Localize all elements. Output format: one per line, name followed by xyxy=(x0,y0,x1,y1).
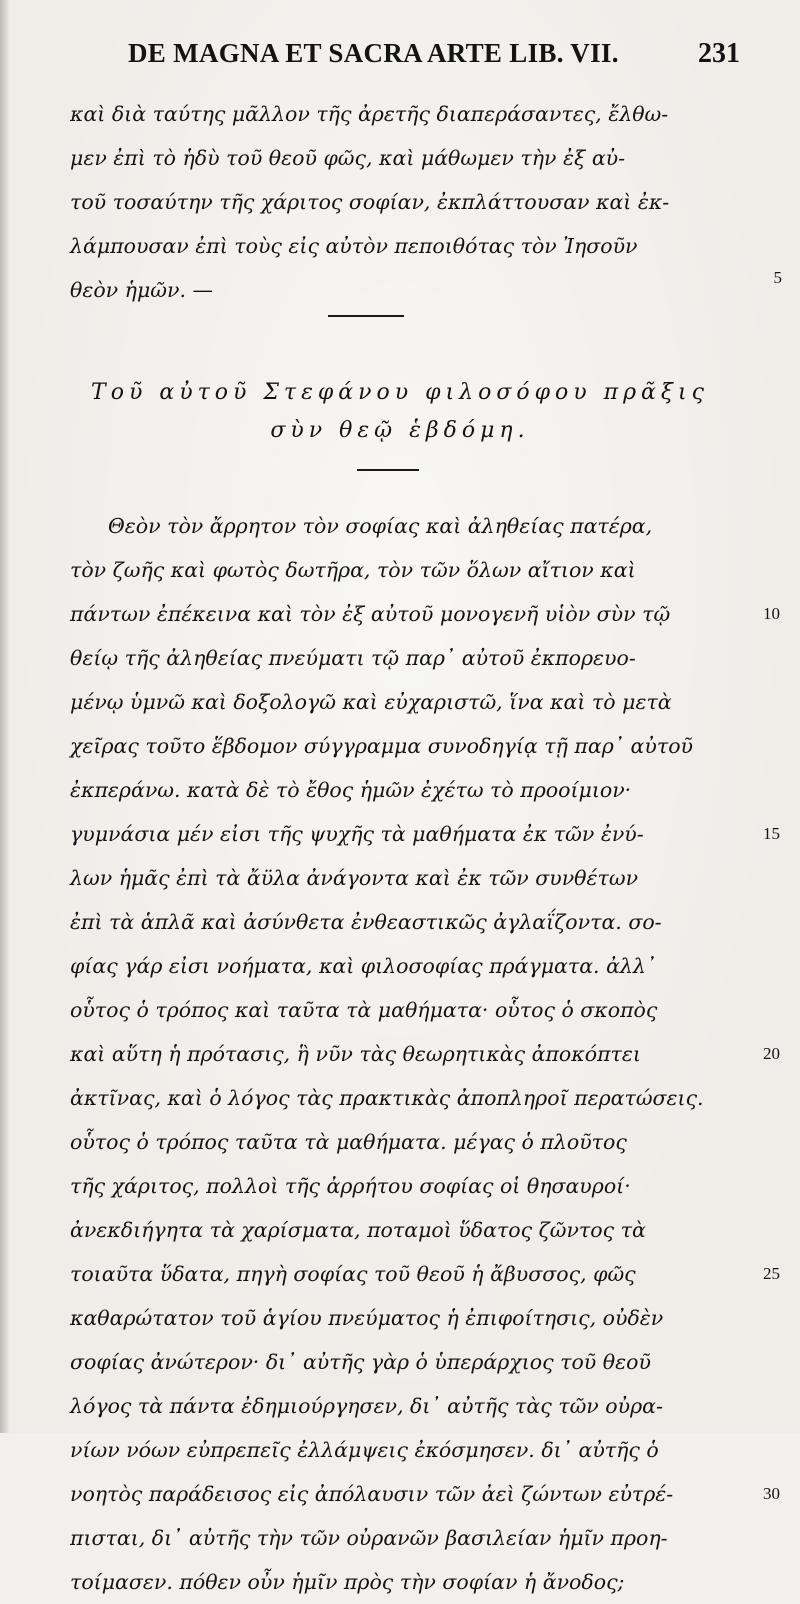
text-line xyxy=(70,1340,742,1384)
line-text: φίας γάρ εἰσι νοήματα, καὶ φιλοσοφίας πράγματα. ἀλλ᾽ xyxy=(70,954,657,978)
line-number: 10 xyxy=(763,604,780,623)
line-text: καθαρώτατον τοῦ ἁγίου πνεύματος ἡ ἐπιφοίτησις, οὐδὲν xyxy=(70,1306,664,1330)
line-number: 5 xyxy=(773,268,782,287)
text-line xyxy=(70,944,742,988)
text-line xyxy=(70,1296,742,1340)
text-line xyxy=(70,900,742,944)
line-text: λων ἡμᾶς ἐπὶ τὰ ἄϋλα ἀνάγοντα καὶ ἐκ τῶν συνθέτων xyxy=(70,866,639,890)
line-text: θείῳ τῆς ἀληθείας πνεύματι τῷ παρ᾽ αὐτοῦ ἐκπορευο- xyxy=(70,646,636,670)
line-text: θεὸν ἡμῶν. — xyxy=(70,278,213,302)
intro-paragraph xyxy=(70,92,782,312)
text-line xyxy=(70,1032,780,1076)
text-line xyxy=(70,1208,742,1252)
line-text: ἀκτῖνας, καὶ ὁ λόγος τὰς πρακτικὰς ἀποπληροῖ περατώσεις. xyxy=(70,1086,704,1110)
text-line xyxy=(70,136,742,180)
text-line xyxy=(70,1120,742,1164)
section-title-line-1: Τοῦ αὐτοῦ Στεφάνου φιλοσόφου πρᾶξις xyxy=(91,380,709,405)
line-text: σοφίας ἀνώτερον· δι᾽ αὐτῆς γὰρ ὁ ὑπεράρχιος τοῦ θεοῦ xyxy=(70,1350,651,1374)
text-line xyxy=(70,1516,742,1560)
line-text: ἐκπεράνω. κατὰ δὲ τὸ ἔθος ἡμῶν ἐχέτω τὸ προοίμιον· xyxy=(70,778,632,802)
running-header xyxy=(128,38,740,78)
text-line xyxy=(70,1252,780,1296)
line-text: ἀνεκδιήγητα τὰ χαρίσματα, ποταμοὶ ὕδατος ζῶντος τὰ xyxy=(70,1218,646,1242)
line-text: μένῳ ὑμνῶ καὶ δοξολογῶ καὶ εὐχαριστῶ, ἵνα καὶ τὸ μετὰ xyxy=(70,690,672,714)
line-text: τοιαῦτα ὕδατα, πηγὴ σοφίας τοῦ θεοῦ ἡ ἄβυσσος, φῶς xyxy=(70,1262,636,1286)
text-line xyxy=(70,724,742,768)
line-text: πάντων ἐπέκεινα καὶ τὸν ἐξ αὐτοῦ μονογενῆ υἱὸν σὺν τῷ xyxy=(70,602,671,626)
text-line xyxy=(70,180,742,224)
text-line xyxy=(70,988,742,1032)
line-text: νίων νόων εὐπρεπεῖς ἐλλάμψεις ἐκόσμησεν. δι᾽ αὐτῆς ὁ xyxy=(70,1438,659,1462)
line-text: τῆς χάριτος, πολλοὶ τῆς ἀρρήτου σοφίας οἱ θησαυροί· xyxy=(70,1174,631,1198)
text-line xyxy=(70,1428,742,1472)
line-number: 20 xyxy=(763,1044,780,1063)
line-text: γυμνάσια μέν εἰσι τῆς ψυχῆς τὰ μαθήματα ἐκ τῶν ἐνύ- xyxy=(70,822,644,846)
line-text: ἐπὶ τὰ ἁπλᾶ καὶ ἀσύνθετα ἐνθεαστικῶς ἀγλαΐζοντα. σο- xyxy=(70,910,662,934)
text-line xyxy=(70,1164,742,1208)
line-text: λόγος τὰ πάντα ἐδημιούργησεν, δι᾽ αὐτῆς τὰς τῶν οὐρα- xyxy=(70,1394,663,1418)
running-title: DE MAGNA ET SACRA ARTE LIB. VII. xyxy=(128,38,619,68)
text-line xyxy=(70,92,742,136)
line-text: λάμπουσαν ἐπὶ τοὺς εἰς αὐτὸν πεποιθότας τὸν Ἰησοῦν xyxy=(70,234,638,258)
text-line xyxy=(70,636,742,680)
text-line xyxy=(70,1384,742,1428)
line-text: οὗτος ὁ τρόπος καὶ ταῦτα τὰ μαθήματα· οὗτος ὁ σκοπὸς xyxy=(70,998,658,1022)
text-line xyxy=(70,768,742,812)
section-title-line-2: σὺν θεῷ ἑβδόμη. xyxy=(270,418,530,443)
main-paragraph xyxy=(70,504,780,1604)
text-line xyxy=(70,680,742,724)
text-line xyxy=(70,812,780,856)
line-number: 25 xyxy=(763,1264,780,1283)
line-text: καὶ αὕτη ἡ πρότασις, ἣ νῦν τὰς θεωρητικὰς ἀποκόπτει xyxy=(70,1042,641,1066)
text-line xyxy=(70,1472,780,1516)
text-line xyxy=(70,224,742,268)
line-text: χεῖρας τοῦτο ἕβδομον σύγγραμμα συνοδηγίᾳ τῇ παρ᾽ αὐτοῦ xyxy=(70,734,693,758)
page-edge-shadow xyxy=(0,0,10,1433)
text-line xyxy=(70,592,780,636)
text-line xyxy=(70,504,742,548)
text-line xyxy=(70,548,742,592)
line-text: τὸν ζωῆς καὶ φωτὸς δωτῆρα, τὸν τῶν ὅλων αἴτιον καὶ xyxy=(70,558,636,582)
separator-rule-bottom xyxy=(357,469,419,471)
line-text: νοητὸς παράδεισος εἰς ἀπόλαυσιν τῶν ἀεὶ ζώντων εὐτρέ- xyxy=(70,1482,674,1506)
text-line xyxy=(70,1076,742,1120)
page-number: 231 xyxy=(698,38,740,69)
line-text: οὗτος ὁ τρόπος ταῦτα τὰ μαθήματα. μέγας ὁ πλοῦτος xyxy=(70,1130,627,1154)
text-line xyxy=(70,268,782,312)
line-text: πισται, δι᾽ αὐτῆς τὴν τῶν οὐρανῶν βασιλείαν ἡμῖν προη- xyxy=(70,1526,668,1550)
line-text: τοῦ τοσαύτην τῆς χάριτος σοφίαν, ἐκπλάττουσαν καὶ ἐκ- xyxy=(70,190,670,214)
text-line xyxy=(70,856,742,900)
line-text: μεν ἐπὶ τὸ ἡδὺ τοῦ θεοῦ φῶς, καὶ μάθωμεν τὴν ἐξ αὐ- xyxy=(70,146,626,170)
line-number: 30 xyxy=(763,1484,780,1503)
line-text: τοίμασεν. πόθεν οὖν ἡμῖν πρὸς τὴν σοφίαν ἡ ἄνοδος; xyxy=(70,1570,625,1594)
line-text: καὶ διὰ ταύτης μᾶλλον τῆς ἀρετῆς διαπεράσαντες, ἔλθω- xyxy=(70,102,669,126)
separator-rule-top xyxy=(328,315,404,317)
text-line xyxy=(70,1560,742,1604)
line-number: 15 xyxy=(763,824,780,843)
line-text: Θεὸν τὸν ἄρρητον τὸν σοφίας καὶ ἀληθείας πατέρα, xyxy=(108,514,653,538)
